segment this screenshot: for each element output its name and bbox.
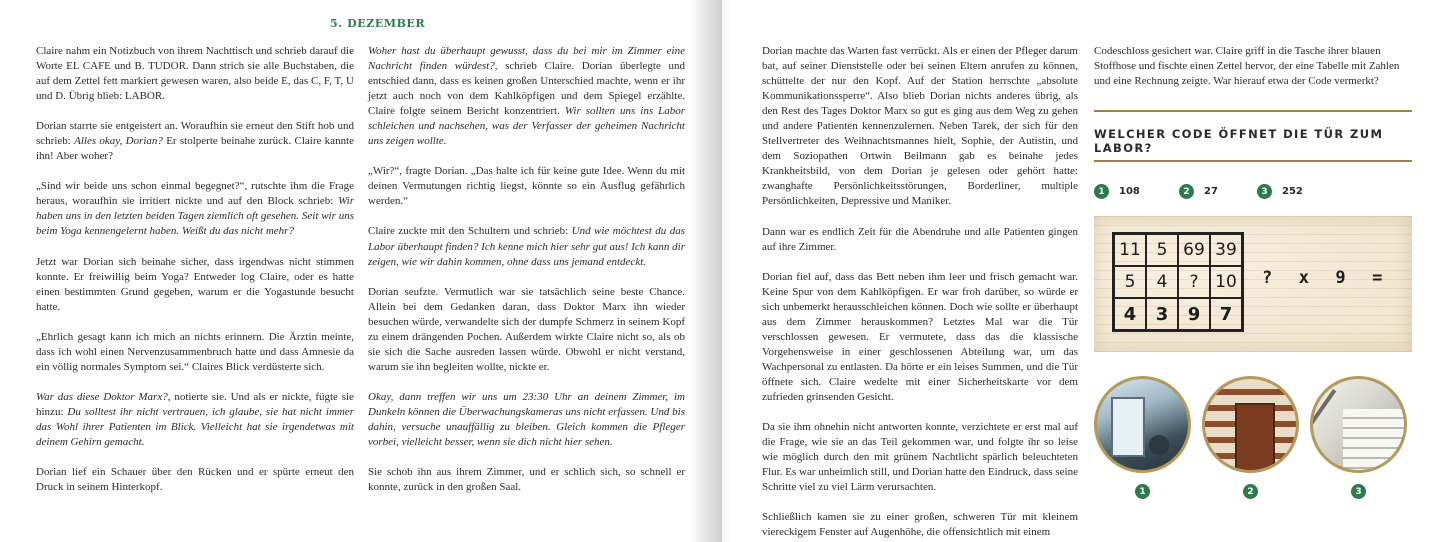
image-option-badge-1: 1 [1135, 484, 1150, 499]
paragraph [368, 390, 685, 450]
grid-cell: 11 [1114, 234, 1146, 266]
italic-text: Und wie möchtest du das Labor überhaupt finden? Ich kenne mich hier sehr gut aus! Ich kann dir zeigen, wie wir dahin kommen, ohne dass uns jemand entdeckt. [368, 225, 685, 268]
text-run: Dorian seufzte. Vermutlich war sie tatsächlich seine beste Chance. Allein bei dem Gedanken daran, dass Doktor Marx ihn wieder besuchen würde, verwandelte sich der dumpfe Schmerz in seinem Kopf zu einem drängenden Pochen. Außerdem wirkte Claire nicht so, als ob sie sich die Sache ausreden lassen würde. Obwohl er nicht verstand, warum sie ihn begleiten wollte, nickte er. [368, 285, 685, 373]
text-run: Claire zuckte mit den Schultern und schrieb: [368, 225, 572, 238]
paragraph [36, 330, 354, 375]
text-run: Dorian fiel auf, dass das Bett neben ihm leer und frisch gemacht war. Keine Spur von dem Kahlköpfigen. Er war froh darüber, so würde er sich unbemerkt herausschleichen können. Doch wie sollte er überhaupt aus dem Zimmer herauskommen? Letztes Mal war die Tür verschlossen gewesen. Er vermutete, dass das die klassische Vorgehensweise in einer geschlossenen Abteilung war, um das Wachpersonal zu entlasten. Da hörte er ein leises Summen, und die Tür öffnete sich. Claire wedelte mit einer Sicherheitskarte vor dem zufrieden grinsenden Gesicht. [762, 270, 1078, 403]
italic-text: Wir haben uns in den letzten beiden Tagen ziemlich oft gesehen. Seit wir uns beim Yoga kennengelernt haben. Weißt du das nicht mehr? [36, 195, 354, 238]
puzzle-rule-top [1094, 110, 1412, 112]
white-staircase-photo-icon[interactable] [1310, 376, 1407, 473]
text-run: „Ehrlich gesagt kann ich mich an nichts erinnern. Die Ärztin meinte, dass ich wohl einen Nervenzusammenbruch hatte und dass Amnesie da ein völlig normales Symptom sei.“ Claires Blick verdüsterte sich. [36, 330, 354, 373]
italic-text: Okay, dann treffen wir uns um 23:30 Uhr an deinem Zimmer, im Dunkeln können die Überwachungskameras uns nicht erfassen. Und bis dahin, versuche unauffällig zu bleiben. Gleich kommen die Pfleger vorbei, vielleicht besser, wenn sie dich nicht hier sehen. [368, 390, 685, 449]
paragraph [762, 44, 1078, 210]
answer-value: 252 [1282, 186, 1303, 197]
paragraph [36, 465, 354, 495]
paragraph [368, 164, 685, 209]
text-run: Jetzt war Dorian sich beinahe sicher, dass irgendwas nicht stimmen konnte. Er freiwillig beim Yoga? Entweder log Claire, oder es hatte einen bestimmten Grund gegeben, warum er die Yogastunde besucht hatte. [36, 255, 354, 313]
stool-shape [1149, 435, 1169, 455]
answer-option-1[interactable] [1094, 184, 1140, 199]
paragraph [36, 255, 354, 315]
text-run: „Sind wir beide uns schon einmal begegnet?“, rutschte ihm die Frage heraus, woraufhin sie irritiert nickte und auf den Block schrieb: [36, 180, 354, 208]
grid-cell: 3 [1146, 298, 1178, 330]
italic-text: Alles okay, Dorian? [74, 135, 163, 148]
lab-room-photo-icon[interactable] [1094, 376, 1191, 473]
grid-cell: 39 [1210, 234, 1242, 266]
page-gutter-right [722, 0, 732, 542]
paragraph [36, 44, 354, 104]
grid-cell: 69 [1178, 234, 1210, 266]
text-run: Er stolperte beinahe zurück. Claire kannte ihn! Aber woher? [36, 135, 355, 163]
answer-value: 108 [1119, 186, 1140, 197]
running-head: 5. DEZEMBER [330, 17, 426, 30]
answer-number-badge: 3 [1257, 184, 1272, 199]
door-shape [1235, 403, 1275, 473]
text-run: , schrieb Claire. Dorian überlegte und entschied dann, dass es keinen großen Unterschied machte, wenn er ihr jetzt auch noch von dem Kahlköpfigen und dem Spiegel erzählte. Claire folgte seinem Bericht konzentriert. [368, 60, 686, 118]
steps-shape [1343, 409, 1407, 473]
italic-text: Du solltest ihr nicht vertrauen, ich glaube, sie hat nicht immer das Wohl ihrer Patienten im Blick. Vielleicht hat sie irgendetwas mit deinem Gehirn gemacht. [36, 405, 355, 448]
text-run: Claire nahm ein Notizbuch von ihrem Nachttisch und schrieb darauf die Worte EL CAFE und B. TUDOR. Dann strich sie alle Buchstaben, die auf dem Zettel fett markiert gewesen waren, also beide E, das C, F, T, U und D. Übrig blieb: LABOR. [36, 45, 354, 103]
wooden-stairs-photo-icon[interactable] [1202, 376, 1299, 473]
paragraph [36, 179, 354, 239]
paragraph [762, 510, 1078, 540]
text-run: Sie schob ihn aus ihrem Zimmer, und er schlich sich, so schnell er konnte, zurück in den großen Saal. [368, 466, 685, 494]
paragraph [368, 224, 685, 269]
left-page-column-2 [368, 44, 685, 495]
text-run: Da sie ihm ohnehin nicht antworten konnte, verzichtete er erst mal auf die Frage, wie sie an das Teil gekommen war, und folgte ihr so leise wie möglich durch den mit grünem Nachtlicht spärlich beleuchteten Flur. Es war unheimlich still, und Dorian hatte den Eindruck, dass seine Schritte viel zu viel Lärm verursachten. [762, 421, 1078, 494]
paragraph [368, 285, 685, 375]
paragraph [762, 225, 1078, 255]
text-run: Schließlich kamen sie zu einer großen, schweren Tür mit kleinem viereckigem Fenster auf Augenhöhe, die offensichtlich mit einem [762, 511, 1078, 539]
answer-options [1094, 184, 1412, 202]
text-run: Dorian starrte sie entgeistert an. Woraufhin sie erneut den Stift hob und schrieb: [36, 120, 354, 148]
text-run: „Wir?“, fragte Dorian. „Das halte ich für keine gute Idee. Wenn du mit deinen Vermutungen richtig liegst, könnte so ein Ausflug gefährlich werden.“ [368, 165, 685, 208]
grid-cell: 10 [1210, 266, 1242, 298]
answer-number-badge: 2 [1179, 184, 1194, 199]
door-shape [1111, 397, 1145, 457]
paragraph [762, 270, 1078, 405]
grid-cell: ? [1178, 266, 1210, 298]
text-run: , notierte sie. Und als er nickte, fügte sie hinzu: [36, 390, 354, 418]
grid-cell: 7 [1210, 298, 1242, 330]
image-option-badge-2: 2 [1243, 484, 1258, 499]
text-run: Dorian machte das Warten fast verrückt. Als er einen der Pfleger darum bat, auf seiner Dienststelle oder bei seinen Eltern anrufen zu können, schüttelte der nur den Kopf. Auf der Station herrschte „absolute Kommunikationssperre“. Also blieb Dorian nichts anderes übrig, als den Rest des Tages Doktor Marx so gut es ging aus dem Weg zu gehen und andere Patienten kennenzulernen. Neben Tarek, der sich für den Stellvertreter des Weihnachtsmannes hielt, Sophie, der Autistin, und dem Soziopathen Ortwin Beilmann gab es beinahe jedes Krankheitsbild, von dem Dorian je gelesen oder gehört hatte: zwanghafte Persönlichkeitsstörungen, Borderliner, multiple Persönlichkeiten, Depressive und Maniker. [762, 45, 1078, 208]
grid-cell: 9 [1178, 298, 1210, 330]
right-page-column-1 [762, 44, 1078, 540]
text-run: Dann war es endlich Zeit für die Abendruhe und alle Patienten gingen auf ihre Zimmer. [762, 225, 1078, 253]
paragraph [36, 119, 354, 164]
grid-cell: 4 [1146, 266, 1178, 298]
answer-option-3[interactable] [1257, 184, 1303, 199]
puzzle-rule-bottom [1094, 160, 1412, 162]
image-option-badge-3: 3 [1351, 484, 1366, 499]
paragraph [368, 44, 685, 149]
text-run: Dorian lief ein Schauer über den Rücken und er spürte erneut den Druck in seinem Hinterkopf. [36, 466, 354, 494]
answer-value: 27 [1204, 186, 1218, 197]
puzzle-title: WELCHER CODE ÖFFNET DIE TÜR ZUM LABOR? [1094, 127, 1384, 155]
page-gutter-shadow [690, 0, 722, 542]
right-page-column-2 [1094, 44, 1412, 89]
left-page-column-1 [36, 44, 354, 495]
column-text: Codeschloss gesichert war. Claire griff in die Tasche ihrer blauen Stoffhose und fischte einen Zettel hervor, der eine Tabelle mit Zahlen und eine Rechnung zeigte. War hierauf etwa der Code vermerkt? [1094, 45, 1400, 88]
grid-cell: 5 [1146, 234, 1178, 266]
grid-cell: 4 [1114, 298, 1146, 330]
number-grid [1112, 232, 1244, 332]
puzzle-equation: ? x 9 = [1262, 268, 1385, 288]
paragraph [368, 465, 685, 495]
italic-text: Woher hast du überhaupt gewusst, dass du bei mir im Zimmer eine Nachricht finden würdest? [368, 45, 685, 73]
grid-cell: 5 [1114, 266, 1146, 298]
handrail-shape [1310, 389, 1336, 465]
answer-number-badge: 1 [1094, 184, 1109, 199]
italic-text: War das diese Doktor Marx? [36, 390, 168, 403]
paragraph [36, 390, 354, 450]
italic-text: Wir sollten uns ins Labor schleichen und nachsehen, was der Verfasser der geheimen Nachricht uns zeigen wollte. [368, 105, 685, 148]
paragraph [762, 420, 1078, 495]
answer-option-2[interactable] [1179, 184, 1218, 199]
